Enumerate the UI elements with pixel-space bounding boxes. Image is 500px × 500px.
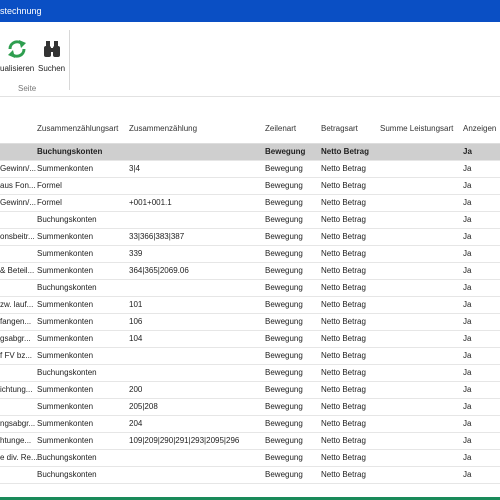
table-cell: Bewegung [265,181,303,190]
table-row[interactable] [0,297,500,314]
table-cell: htunge... [0,436,32,445]
table-cell: Summenkonten [37,436,94,445]
table-cell: 339 [129,249,143,258]
column-header-zeilenart[interactable]: Zeilenart [265,124,297,133]
table-cell: Netto Betrag [321,419,366,428]
table-cell: Ja [463,300,472,309]
data-grid [0,117,500,484]
table-cell: Ja [463,147,472,156]
table-row[interactable] [0,263,500,280]
table-cell: Ja [463,419,472,428]
table-cell: Summenkonten [37,249,94,258]
table-cell: 104 [129,334,143,343]
table-cell: Formel [37,181,62,190]
table-cell: Bewegung [265,147,306,156]
table-cell: Formel [37,198,62,207]
table-cell: aus Fon... [0,181,36,190]
table-cell: Summenkonten [37,266,94,275]
table-cell: Summenkonten [37,300,94,309]
table-cell: Ja [463,215,472,224]
column-header-betragsart[interactable]: Betragsart [321,124,358,133]
table-cell: Summenkonten [37,164,94,173]
table-cell: Ja [463,249,472,258]
table-cell: Netto Betrag [321,351,366,360]
table-cell: Netto Betrag [321,470,366,479]
table-cell: Bewegung [265,368,303,377]
table-row[interactable] [0,467,500,484]
column-header-zusammenzaehlung[interactable]: Zusammenzählung [129,124,198,133]
table-cell: Ja [463,385,472,394]
table-cell: Buchungskonten [37,453,97,462]
table-cell: Buchungskonten [37,215,97,224]
table-cell: Netto Betrag [321,300,366,309]
table-row[interactable] [0,450,500,467]
table-cell: gsabgr... [0,334,31,343]
table-cell: Bewegung [265,198,303,207]
table-cell: Bewegung [265,300,303,309]
table-row[interactable] [0,348,500,365]
table-cell: 106 [129,317,143,326]
table-cell: Ja [463,453,472,462]
table-row[interactable] [0,280,500,297]
table-cell: Netto Betrag [321,215,366,224]
table-cell: Buchungskonten [37,283,97,292]
table-cell: 204 [129,419,143,428]
table-cell: 3|4 [129,164,140,173]
table-cell: Netto Betrag [321,147,370,156]
table-row[interactable] [0,365,500,382]
table-cell: Bewegung [265,232,303,241]
table-cell: Bewegung [265,317,303,326]
table-cell: Bewegung [265,215,303,224]
table-cell: 33|366|383|387 [129,232,185,241]
table-cell: 205|208 [129,402,158,411]
table-cell: Summenkonten [37,351,94,360]
table-cell: zw. lauf... [0,300,34,309]
table-cell: 364|365|2069.06 [129,266,189,275]
table-cell: Summenkonten [37,402,94,411]
table-row[interactable] [0,314,500,331]
table-cell: Buchungskonten [37,470,97,479]
table-cell: Netto Betrag [321,164,366,173]
table-cell: Ja [463,164,472,173]
table-cell: ngsabgr... [0,419,36,428]
table-row[interactable] [0,229,500,246]
table-cell: Netto Betrag [321,249,366,258]
table-cell: Ja [463,470,472,479]
table-cell: f FV bz... [0,351,33,360]
table-row[interactable] [0,144,500,161]
table-cell: Netto Betrag [321,266,366,275]
table-row[interactable] [0,433,500,450]
table-cell: Ja [463,317,472,326]
table-cell: Summenkonten [37,334,94,343]
table-cell: Summenkonten [37,385,94,394]
filter-bar [0,97,500,118]
table-row[interactable] [0,195,500,212]
table-cell: Bewegung [265,419,303,428]
title-bar [0,0,500,22]
search-button[interactable] [38,38,65,73]
table-cell: Bewegung [265,351,303,360]
refresh-button[interactable] [0,38,34,73]
table-cell: Netto Betrag [321,232,366,241]
table-row[interactable] [0,161,500,178]
search-label: Suchen [38,64,66,73]
table-cell: Gewinn/... [0,164,37,173]
table-row[interactable] [0,382,500,399]
table-cell: & Beteil... [0,266,35,275]
refresh-label: ualisieren [0,64,35,73]
table-cell: ichtung... [0,385,33,394]
table-cell: Netto Betrag [321,317,366,326]
refresh-icon [6,38,28,60]
table-cell: 200 [129,385,143,394]
table-cell: Bewegung [265,249,303,258]
table-cell: Netto Betrag [321,436,366,445]
table-cell: Bewegung [265,266,303,275]
table-cell: Netto Betrag [321,198,366,207]
table-cell: e div. Re... [0,453,38,462]
table-cell: Netto Betrag [321,385,366,394]
table-row[interactable] [0,331,500,348]
table-cell: Bewegung [265,470,303,479]
ribbon-separator [69,30,70,90]
table-cell: Ja [463,198,472,207]
table-cell: Ja [463,283,472,292]
table-cell: Summenkonten [37,317,94,326]
table-row[interactable] [0,178,500,195]
column-header-zusammenzaehlungsart[interactable]: Zusammenzählungsart [37,124,119,133]
table-cell: Bewegung [265,436,303,445]
table-cell: Ja [463,181,472,190]
table-cell: Ja [463,368,472,377]
table-cell: Netto Betrag [321,334,366,343]
table-cell: Ja [463,402,472,411]
table-cell: Netto Betrag [321,368,366,377]
table-cell: Summenkonten [37,232,94,241]
table-cell: Ja [463,351,472,360]
table-cell: +001+001.1 [129,198,172,207]
column-header-anzeigen[interactable]: Anzeigen [463,124,497,133]
table-cell: Ja [463,266,472,275]
table-cell: fangen... [0,317,32,326]
grid-body [0,144,500,484]
table-cell: Netto Betrag [321,283,366,292]
table-cell: Bewegung [265,283,303,292]
window-title: stechnung [0,6,42,16]
table-cell: Gewinn/... [0,198,37,207]
table-cell: Bewegung [265,402,303,411]
table-cell: Netto Betrag [321,181,366,190]
table-cell: Bewegung [265,453,303,462]
table-cell: Ja [463,232,472,241]
table-cell: onsbeitr... [0,232,35,241]
table-cell: Netto Betrag [321,453,366,462]
table-cell: Buchungskonten [37,368,97,377]
table-row[interactable] [0,246,500,263]
table-cell: Ja [463,334,472,343]
table-cell: 101 [129,300,143,309]
table-cell: Bewegung [265,334,303,343]
table-cell: Bewegung [265,385,303,394]
ribbon-group-label: Seite [18,84,37,93]
ribbon [0,22,500,97]
table-row[interactable] [0,212,500,229]
table-cell: Buchungskonten [37,147,103,156]
table-cell: Netto Betrag [321,402,366,411]
table-cell: Bewegung [265,164,303,173]
table-cell: Summenkonten [37,419,94,428]
binoculars-icon [41,38,63,60]
table-cell: 109|209|290|291|293|2095|296 [129,436,240,445]
column-header-summe-leistungsart[interactable]: Summe Leistungsart [380,124,454,133]
table-row[interactable] [0,416,500,433]
table-cell: Ja [463,436,472,445]
grid-header [0,117,500,144]
table-row[interactable] [0,399,500,416]
